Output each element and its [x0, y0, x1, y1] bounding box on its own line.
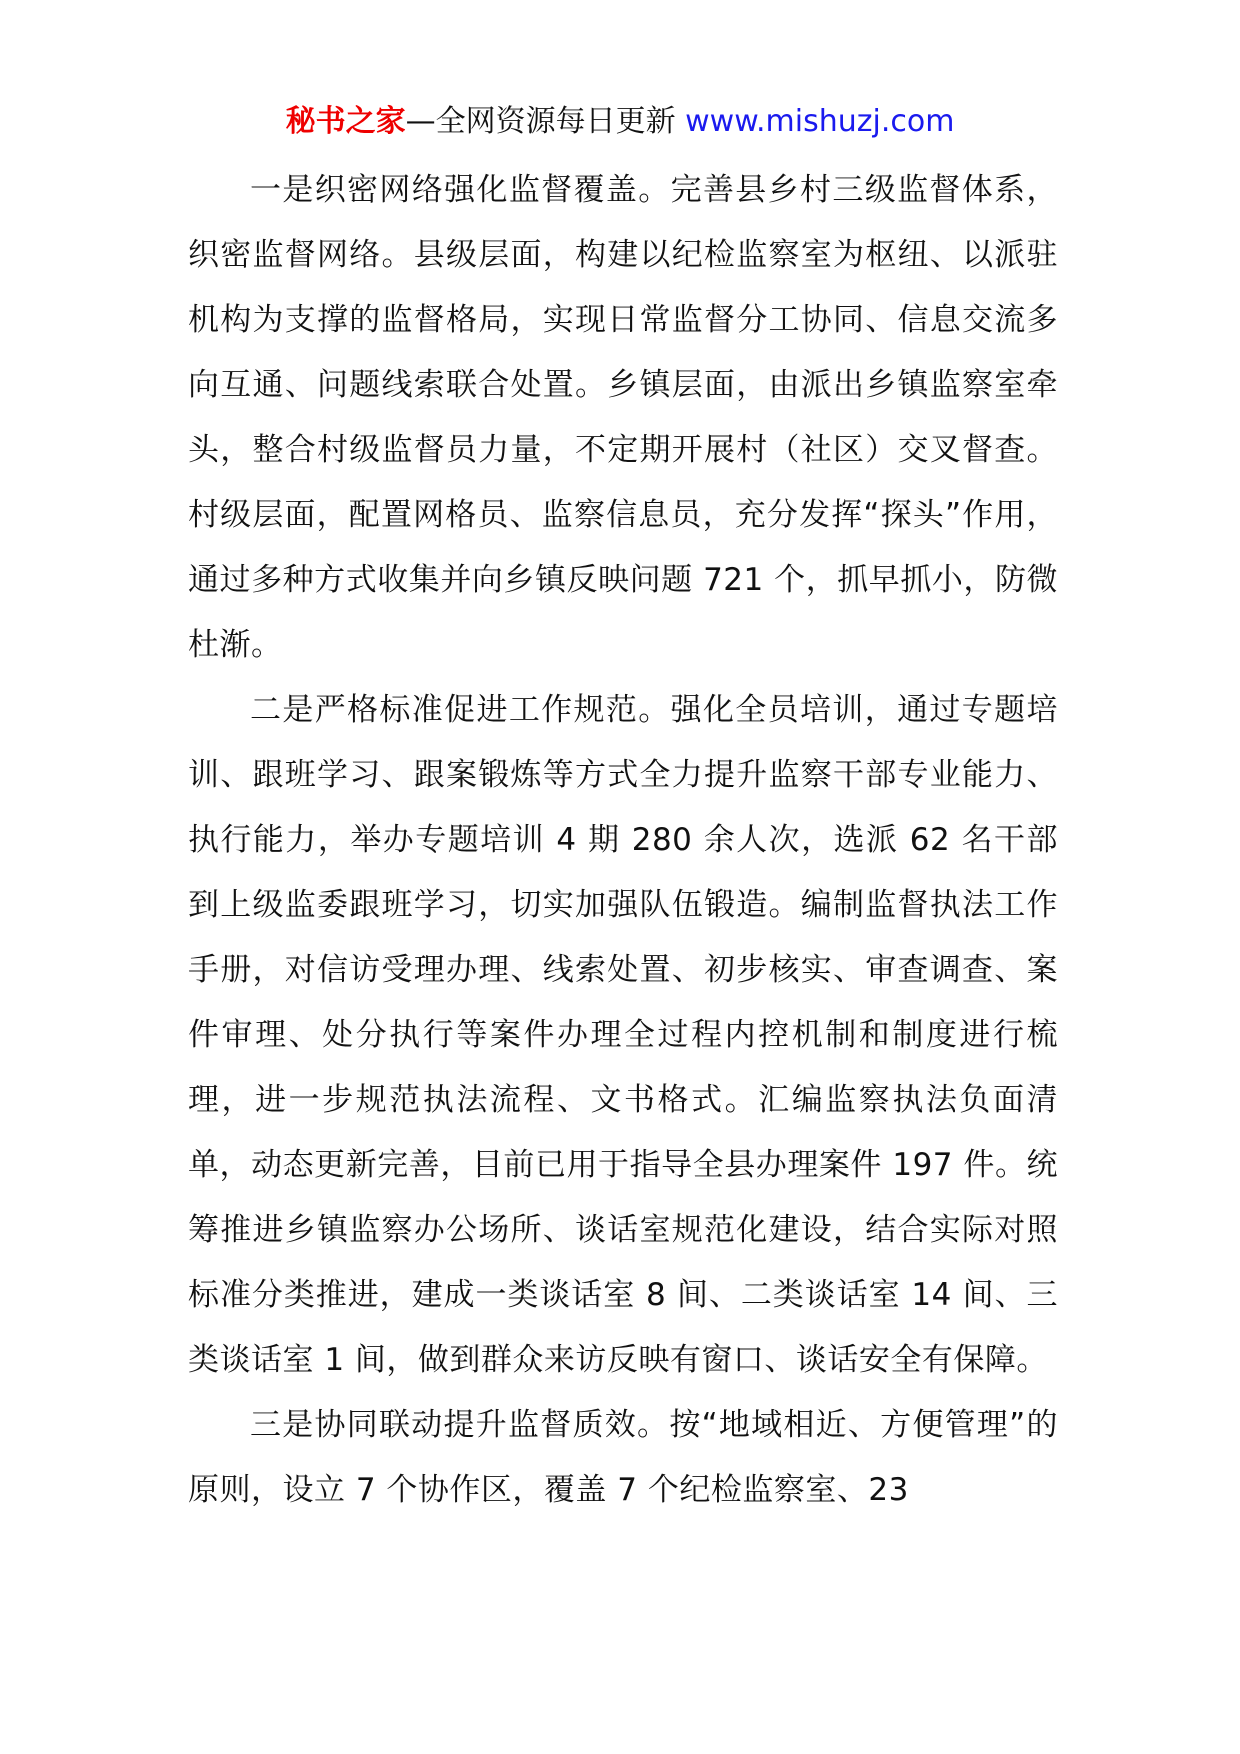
brand-name: 秘书之家 [285, 104, 406, 139]
paragraph-2: 二是严格标准促进工作规范。强化全员培训，通过专题培训、跟班学习、跟案锻炼等方式全力提升监察干部专业能力、执行能力，举办专题培训 4 期 280 余人次，选派 62 名干部到上级监委跟班学习，切实加强队伍锻造。编制监督执法工作手册，对信访受理办理、线索处置、初步核实、审查调查、案件审理、处分执行等案件办理全过程内控机制和制度进行梳理，进一步规范执法流程、文书格式。汇编监察执法负面清单，动态更新完善，目前已用于指导全县办理案件 197 件。统筹推进乡镇监察办公场所、谈话室规范化建设，结合实际对照标准分类推进，建成一类谈话室 8 间、二类谈话室 14 间、三类谈话室 1 间，做到群众来访反映有窗口、谈话安全有保障。 [188, 692, 1058, 1378]
paragraph-1: 一是织密网络强化监督覆盖。完善县乡村三级监督体系，织密监督网络。县级层面，构建以纪检监察室为枢纽、以派驻机构为支撑的监督格局，实现日常监督分工协同、信息交流多向互通、问题线索联合处置。乡镇层面，由派出乡镇监察室牵头，整合村级监督员力量，不定期开展村（社区）交叉督查。村级层面，配置网格员、监察信息员，充分发挥“探头”作用，通过多种方式收集并向乡镇反映问题 721 个，抓早抓小，防微杜渐。 [188, 172, 1058, 663]
header-tagline: —全网资源每日更新 [405, 104, 686, 139]
paragraph-3: 三是协同联动提升监督质效。按“地域相近、方便管理”的原则，设立 7 个协作区，覆盖 7 个纪检监察室、23 [188, 1407, 1058, 1508]
document-body [188, 158, 1058, 1523]
page-header [0, 100, 1240, 144]
site-url[interactable]: www.mishuzj.com [685, 104, 955, 139]
